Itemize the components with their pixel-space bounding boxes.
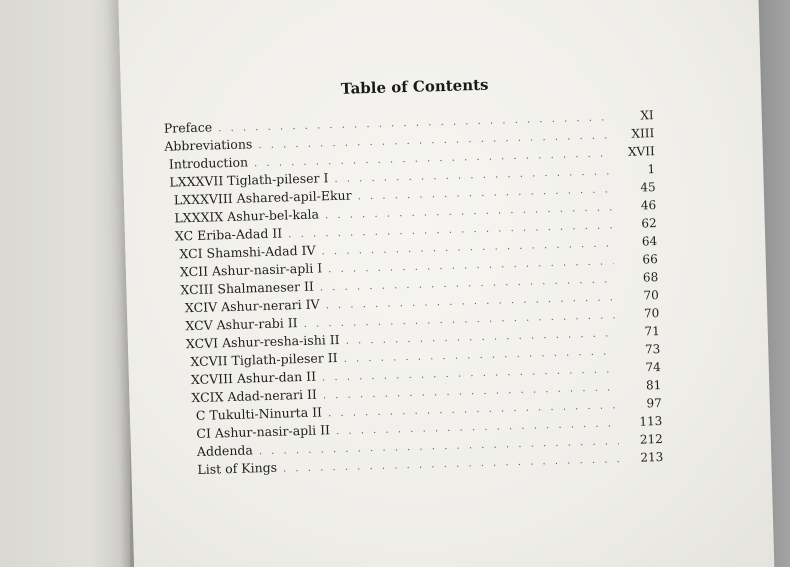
toc-entry-page: 73 — [644, 342, 661, 357]
toc-entry-label: LXXXVIII Ashared-apil-Ekur — [173, 187, 352, 208]
toc-entry-page: 81 — [645, 377, 662, 393]
toc-entry-page: 64 — [641, 234, 658, 249]
toc-entry-page: 113 — [639, 413, 663, 429]
toc-entry-label: List of Kings — [197, 459, 278, 477]
toc-entry-label: XC Eriba-Adad II — [174, 225, 283, 244]
toc-entry-label: XCVII Tiglath-pileser II — [190, 350, 338, 370]
toc-entry-page: 70 — [643, 288, 659, 303]
toc-entry-page: 212 — [639, 431, 663, 447]
toc-entry-page: 213 — [640, 449, 664, 465]
toc-entry-label: XCII Ashur-nasir-apli I — [179, 260, 323, 280]
toc-entry-label: Introduction — [168, 154, 249, 172]
toc-entry-label: XCIV Ashur-nerari IV — [184, 296, 320, 316]
toc-entry-page: XI — [640, 108, 654, 123]
toc-entry-label: Abbreviations — [164, 136, 253, 154]
toc-entry-page: 62 — [641, 216, 657, 231]
toc-entry-page: XVII — [627, 144, 655, 159]
toc-page — [118, 0, 775, 567]
toc-entry-label: XCVI Ashur-resha-ishi II — [185, 331, 340, 352]
toc-entry-label: CI Ashur-nasir-apli II — [196, 422, 331, 441]
left-page — [0, 0, 130, 567]
toc-entry-page: 74 — [645, 359, 661, 375]
toc-entry-label: XCV Ashur-rabi II — [185, 315, 298, 334]
toc-entry-label: LXXXVII Tiglath-pileser I — [169, 170, 329, 190]
dot-leader — [283, 454, 620, 474]
toc-entry-label: Addenda — [196, 442, 254, 459]
toc-entry-page: XIII — [631, 126, 655, 141]
toc-entry-page: 45 — [640, 180, 656, 195]
toc-entry-label: C Tukulti-Ninurta II — [195, 404, 323, 423]
toc-entry-page: 71 — [644, 324, 660, 339]
toc-entry-label: XCIX Adad-nerari II — [191, 386, 318, 406]
toc-entry-label: XCVIII Ashur-dan II — [190, 368, 317, 388]
toc-entry-label: Preface — [163, 119, 213, 136]
page-title: Table of Contents — [340, 75, 489, 98]
toc-entry-label: LXXXIX Ashur-bel-kala — [174, 206, 320, 226]
toc-entry-page: 66 — [642, 252, 658, 267]
toc-entry-label: XCIII Shalmaneser II — [180, 278, 315, 298]
toc-entry-page: 46 — [640, 198, 657, 213]
toc-entry-label: XCI Shamshi-Adad IV — [179, 242, 316, 262]
toc-entry-page: 70 — [643, 306, 660, 321]
toc-list — [164, 107, 664, 481]
toc-entry-page: 97 — [646, 395, 662, 411]
toc-entry-page: 68 — [642, 270, 659, 285]
toc-entry-page: 1 — [647, 162, 656, 177]
